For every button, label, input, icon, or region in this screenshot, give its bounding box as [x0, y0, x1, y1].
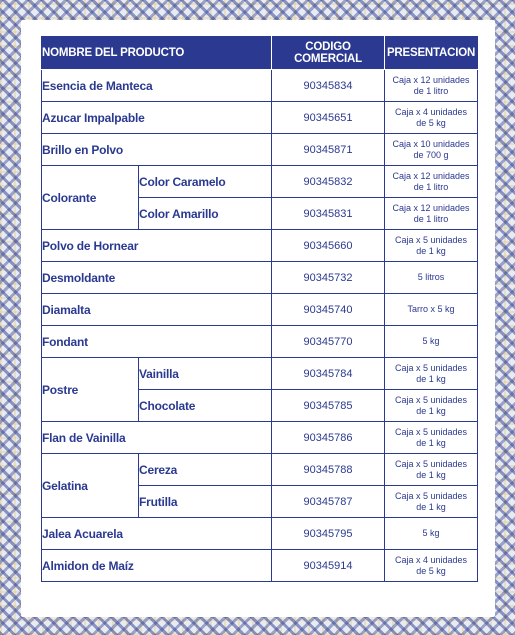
- product-group-name: Gelatina: [42, 454, 139, 518]
- product-code: 90345651: [272, 102, 385, 134]
- presentation-line: Caja x 5 unidades: [394, 491, 468, 501]
- presentation-line: de 5 kg: [416, 565, 446, 576]
- presentation-line: de 1 kg: [416, 245, 446, 256]
- presentation-line: de 1 kg: [416, 501, 446, 512]
- table-row: [42, 70, 478, 102]
- presentation-line: de 1 litro: [413, 181, 449, 192]
- product-variant-name: Cereza: [139, 454, 272, 486]
- product-code: 90345788: [272, 454, 385, 486]
- table-row: [42, 326, 478, 358]
- product-name: Fondant: [42, 326, 272, 358]
- table-row: [42, 518, 478, 550]
- product-code: 90345785: [272, 390, 385, 422]
- table-row: [42, 262, 478, 294]
- product-name: Esencia de Manteca: [42, 70, 272, 102]
- product-presentation: [385, 166, 478, 198]
- product-presentation: [385, 326, 478, 358]
- presentation-line: Caja x 4 unidades: [394, 555, 468, 565]
- table-row: [42, 422, 478, 454]
- product-presentation: [385, 134, 478, 166]
- product-name: Flan de Vainilla: [42, 422, 272, 454]
- presentation-line: de 1 litro: [413, 85, 449, 96]
- presentation-line: Caja x 5 unidades: [394, 235, 468, 245]
- presentation-line: Caja x 12 unidades: [392, 171, 470, 181]
- table-card: [21, 20, 495, 617]
- product-variant-name: Color Caramelo: [139, 166, 272, 198]
- product-group-name: Colorante: [42, 166, 139, 230]
- header-presentation: PRESENTACION: [385, 37, 478, 70]
- table-row: [42, 134, 478, 166]
- product-variant-name: Chocolate: [139, 390, 272, 422]
- product-presentation: [385, 198, 478, 230]
- product-code: 90345831: [272, 198, 385, 230]
- table-row: [42, 102, 478, 134]
- presentation-line: 5 kg: [422, 336, 440, 347]
- presentation-line: Caja x 5 unidades: [394, 427, 468, 437]
- presentation-line: 5 kg: [422, 528, 440, 539]
- table-row: [42, 454, 478, 486]
- product-presentation: [385, 550, 478, 582]
- presentation-line: de 1 kg: [416, 405, 446, 416]
- product-code: 90345786: [272, 422, 385, 454]
- presentation-line: 5 litros: [417, 272, 445, 283]
- product-code: 90345787: [272, 486, 385, 518]
- product-presentation: [385, 486, 478, 518]
- product-presentation: [385, 102, 478, 134]
- presentation-line: Caja x 5 unidades: [394, 459, 468, 469]
- product-presentation: [385, 230, 478, 262]
- table-body: [42, 70, 478, 582]
- product-variant-name: Frutilla: [139, 486, 272, 518]
- product-table: [41, 36, 478, 582]
- product-presentation: [385, 518, 478, 550]
- product-variant-name: Vainilla: [139, 358, 272, 390]
- presentation-line: Caja x 4 unidades: [394, 107, 468, 117]
- product-code: 90345834: [272, 70, 385, 102]
- product-code: 90345732: [272, 262, 385, 294]
- presentation-line: Caja x 12 unidades: [392, 75, 470, 85]
- header-product-name: NOMBRE DEL PRODUCTO: [42, 37, 272, 70]
- presentation-line: Tarro x 5 kg: [407, 304, 455, 315]
- product-code: 90345740: [272, 294, 385, 326]
- product-name: Almidon de Maíz: [42, 550, 272, 582]
- presentation-line: de 1 litro: [413, 213, 449, 224]
- product-name: Polvo de Hornear: [42, 230, 272, 262]
- table-row: [42, 230, 478, 262]
- product-variant-name: Color Amarillo: [139, 198, 272, 230]
- header-commercial-code: CODIGO COMERCIAL: [272, 37, 385, 70]
- table-row: [42, 550, 478, 582]
- table-row: [42, 358, 478, 390]
- product-name: Azucar Impalpable: [42, 102, 272, 134]
- product-name: Brillo en Polvo: [42, 134, 272, 166]
- product-code: 90345660: [272, 230, 385, 262]
- presentation-line: Caja x 5 unidades: [394, 395, 468, 405]
- presentation-line: de 1 kg: [416, 437, 446, 448]
- product-presentation: [385, 294, 478, 326]
- presentation-line: de 700 g: [413, 149, 449, 160]
- product-code: 90345871: [272, 134, 385, 166]
- presentation-line: Caja x 12 unidades: [392, 203, 470, 213]
- presentation-line: de 1 kg: [416, 469, 446, 480]
- product-name: Jalea Acuarela: [42, 518, 272, 550]
- product-presentation: [385, 70, 478, 102]
- product-name: Diamalta: [42, 294, 272, 326]
- product-name: Desmoldante: [42, 262, 272, 294]
- presentation-line: de 5 kg: [416, 117, 446, 128]
- product-code: 90345784: [272, 358, 385, 390]
- table-header-row: [42, 37, 478, 70]
- presentation-line: Caja x 5 unidades: [394, 363, 468, 373]
- product-presentation: [385, 262, 478, 294]
- presentation-line: Caja x 10 unidades: [392, 139, 470, 149]
- product-presentation: [385, 358, 478, 390]
- product-presentation: [385, 454, 478, 486]
- product-code: 90345832: [272, 166, 385, 198]
- product-presentation: [385, 422, 478, 454]
- product-code: 90345770: [272, 326, 385, 358]
- table-row: [42, 294, 478, 326]
- product-code: 90345914: [272, 550, 385, 582]
- product-presentation: [385, 390, 478, 422]
- product-code: 90345795: [272, 518, 385, 550]
- product-group-name: Postre: [42, 358, 139, 422]
- table-row: [42, 166, 478, 198]
- presentation-line: de 1 kg: [416, 373, 446, 384]
